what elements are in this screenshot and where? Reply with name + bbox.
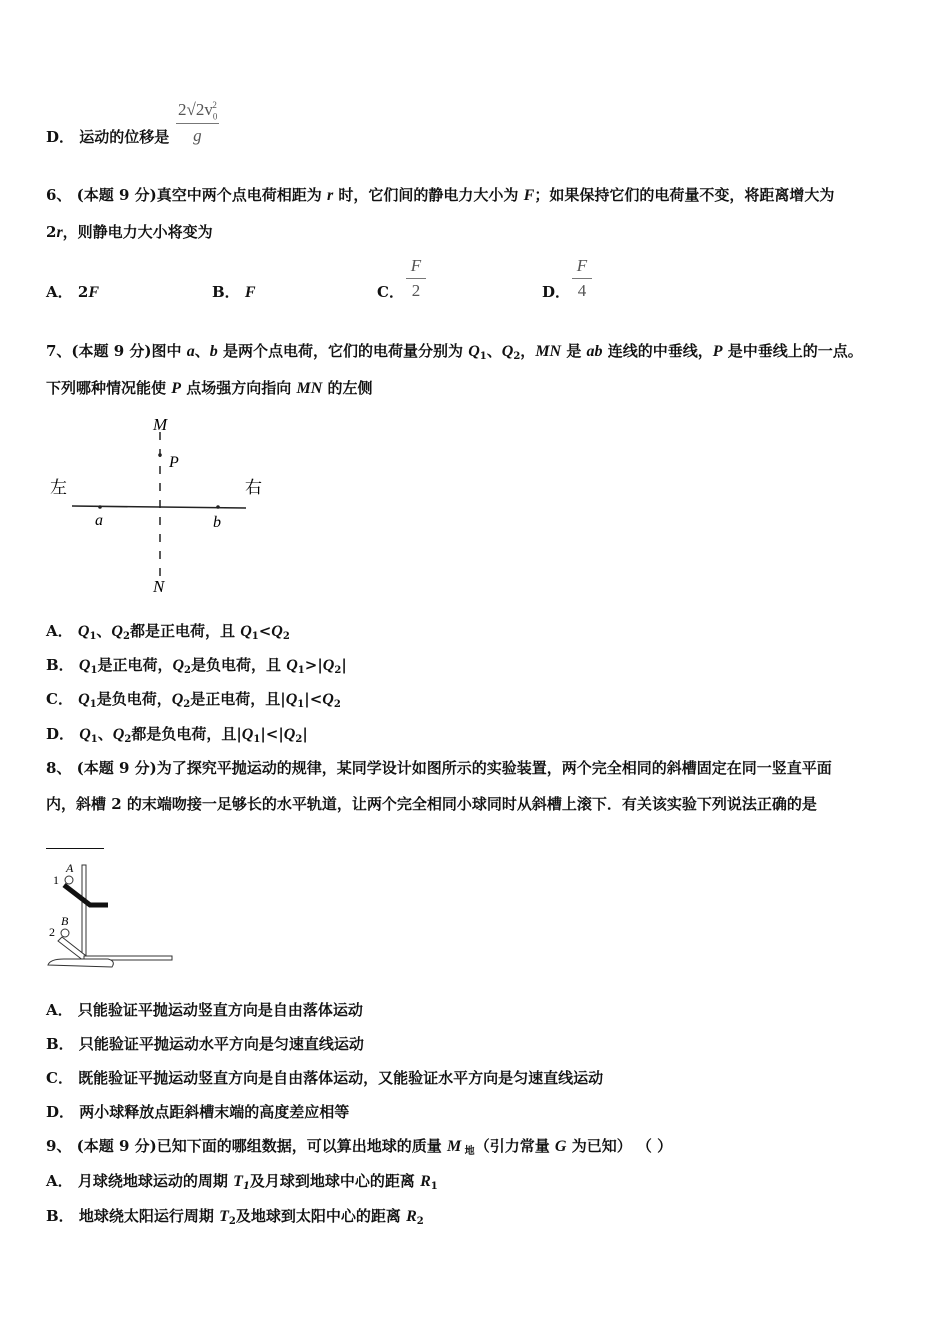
subscript: 1: [89, 631, 97, 642]
math-symbol: ab: [586, 343, 603, 360]
text-segment: B．: [212, 283, 245, 301]
q8-option-b: [46, 1034, 364, 1054]
q6-option-d-label: D．: [542, 283, 571, 301]
q7-option-c: [46, 689, 341, 715]
text-segment: C．: [46, 690, 79, 708]
subscript: 2: [183, 699, 191, 710]
label-2: 2: [49, 925, 55, 939]
text-segment: 、: [97, 725, 113, 743]
text-segment: 都是负电荷，且|: [131, 725, 242, 743]
q6-option-a: [46, 282, 99, 303]
text-segment: ；如果保持它们的电荷量不变，将距离增大为: [534, 186, 835, 204]
q8-option-c: [46, 1068, 603, 1088]
math-symbol: Q: [283, 726, 296, 743]
text-segment: D． 两小球释放点距斜槽末端的高度差应相等: [46, 1103, 350, 1121]
subscript: 2: [228, 1216, 236, 1227]
formula-sup: 2: [212, 100, 217, 111]
text-segment: |: [341, 656, 347, 674]
text-segment: 6、 (本题 9 分)真空中两个点电荷相距为: [46, 186, 327, 204]
q6-option-c-fraction: [406, 256, 426, 301]
math-symbol: T: [233, 1173, 243, 1190]
text-segment: 、: [194, 342, 210, 360]
math-symbol: Q: [172, 657, 185, 674]
text-segment: 是正电荷，且|: [190, 690, 286, 708]
subscript: 地: [461, 1146, 475, 1157]
q9-option-a: [46, 1171, 438, 1197]
text-segment: 及地球到太阳中心的距离: [235, 1207, 407, 1225]
math-symbol: P: [712, 343, 723, 360]
math-symbol: Q: [79, 726, 91, 743]
math-symbol: Q: [285, 691, 298, 708]
text-segment: 时，它们间的静电力大小为: [333, 186, 524, 204]
subscript: 1: [251, 631, 259, 642]
q9-option-b: [46, 1206, 424, 1232]
text-segment: （引力常量: [474, 1137, 555, 1155]
subscript: 2: [334, 665, 342, 676]
subscript: 2: [295, 734, 303, 745]
label-a: A: [66, 861, 74, 875]
text-segment: 是中垂线上的一点。: [722, 342, 863, 360]
text-segment: A． 2: [46, 283, 89, 301]
subscript: 1: [89, 699, 97, 710]
subscript: 1: [430, 1181, 438, 1192]
math-symbol: Q: [271, 623, 283, 640]
subscript: 1: [90, 665, 98, 676]
math-symbol: F: [523, 187, 535, 204]
text-segment: 及月球到地球中心的距离: [249, 1172, 421, 1190]
math-symbol: G: [554, 1138, 567, 1155]
label-b: b: [213, 514, 221, 531]
math-symbol: Q: [240, 623, 252, 640]
fraction-denominator: 4: [577, 281, 587, 300]
label-p: P: [169, 454, 179, 471]
label-m: M: [153, 415, 168, 434]
q6-option-d-fraction: [572, 256, 592, 301]
q7-option-d: [46, 724, 308, 750]
text-segment: |<: [304, 690, 323, 708]
math-symbol: F: [88, 284, 99, 301]
text-segment: B．: [46, 656, 79, 674]
text-segment: 连线的中垂线，: [602, 342, 713, 360]
math-symbol: Q: [241, 726, 254, 743]
q7-option-a: [46, 621, 290, 647]
text-segment: A． 月球绕地球运动的周期: [46, 1172, 234, 1190]
text-segment: 、: [486, 342, 502, 360]
q7-stem-line1: [46, 341, 863, 367]
math-symbol: Q: [501, 343, 514, 360]
q7-charge-diagram: [40, 400, 280, 600]
math-symbol: F: [244, 284, 256, 301]
q8-option-d: [46, 1102, 349, 1122]
math-symbol: Q: [322, 657, 335, 674]
subscript: 1: [297, 665, 305, 676]
text-segment: 为已知） （ ）: [566, 1137, 673, 1155]
text-segment: 的左侧: [322, 379, 373, 397]
math-symbol: MN: [535, 343, 562, 360]
text-segment: 是负电荷，且: [190, 656, 287, 674]
math-symbol: Q: [111, 623, 123, 640]
math-symbol: b: [209, 343, 218, 360]
subscript: 2: [513, 351, 521, 362]
subscript: 2: [122, 631, 130, 642]
text-segment: A．: [46, 622, 78, 640]
text-segment: 点场强方向指向: [181, 379, 297, 397]
text-segment: 是两个点电荷，它们的电荷量分别为: [217, 342, 469, 360]
q5-option-d: [46, 127, 169, 147]
answer-blank: [46, 848, 104, 849]
text-segment: B． 地球绕太阳运行周期: [46, 1207, 220, 1225]
label-n: N: [153, 577, 165, 596]
math-symbol: a: [186, 343, 195, 360]
text-segment: C． 既能验证平抛运动竖直方向是自由落体运动，又能验证水平方向是匀速直线运动: [46, 1069, 604, 1087]
text-segment: ，则静电力大小将变为: [62, 223, 213, 241]
formula-denominator: g: [193, 126, 202, 146]
label-left: 左: [50, 478, 67, 497]
subscript: 1: [297, 699, 305, 710]
q6-stem-line1: [46, 185, 834, 206]
fraction-numerator: F: [410, 256, 422, 275]
text-segment: 、: [96, 622, 112, 640]
math-symbol: Q: [171, 691, 184, 708]
math-symbol: R: [406, 1208, 417, 1225]
math-symbol: Q: [112, 726, 125, 743]
subscript: 1: [90, 734, 98, 745]
text-segment: 8、 (本题 9 分)为了探究平抛运动的规律，某同学设计如图所示的实验装置，两个完全相同的斜槽固定在同一竖直平面: [46, 759, 832, 777]
text-segment: |: [302, 725, 308, 743]
q8-stem-line2: [46, 794, 817, 814]
text-segment: >|: [304, 656, 323, 674]
fraction-denominator: 2: [411, 281, 421, 300]
text-segment: 内，斜槽 2 的末端吻接一足够长的水平轨道，让两个完全相同小球同时从斜槽上滚下．有关该实验下列说法正确的是: [46, 795, 817, 813]
text-segment: |<|: [260, 725, 284, 743]
subscript: 2: [333, 699, 341, 710]
text-segment: 9、 (本题 9 分)已知下面的哪组数据，可以算出地球的质量: [46, 1137, 447, 1155]
text-segment: 下列哪种情况能使: [46, 379, 172, 397]
label-a: a: [95, 512, 103, 529]
text-segment: 都是正电荷，且: [129, 622, 241, 640]
text-segment: 2: [46, 223, 57, 241]
fraction-numerator: F: [576, 256, 588, 275]
math-symbol: Q: [468, 343, 480, 360]
subscript: 2: [282, 631, 290, 642]
q7-option-b: [46, 655, 347, 681]
q5-displacement-formula: [176, 100, 219, 146]
label-b: B: [61, 914, 69, 928]
text-segment: 7、(本题 9 分)图中: [46, 342, 187, 360]
math-symbol: M: [446, 1138, 462, 1155]
math-symbol: MN: [296, 380, 323, 397]
text-segment: ，: [520, 342, 536, 360]
text-segment: A． 只能验证平抛运动竖直方向是自由落体运动: [46, 1001, 363, 1019]
label-1: 1: [53, 873, 59, 887]
subscript: 2: [416, 1216, 424, 1227]
q8-stem-line1: [46, 758, 832, 778]
q6-stem-line2: [46, 222, 213, 243]
q8-option-a: [46, 1000, 363, 1020]
math-symbol: Q: [286, 657, 298, 674]
text-segment: 是正电荷，: [97, 656, 173, 674]
q9-stem: [46, 1136, 672, 1162]
text-segment: D．: [46, 725, 80, 743]
q6-option-c-label: C．: [377, 283, 404, 301]
text-segment: <: [258, 622, 272, 640]
label-right: 右: [245, 478, 262, 497]
q7-stem-line2: [46, 378, 372, 399]
math-symbol: Q: [78, 657, 91, 674]
math-symbol: R: [420, 1173, 431, 1190]
subscript: 1: [253, 734, 261, 745]
math-symbol: Q: [78, 691, 90, 708]
math-symbol: Q: [322, 691, 334, 708]
subscript: 2: [184, 665, 191, 676]
text-segment: D． 运动的位移是: [46, 128, 170, 146]
math-symbol: r: [326, 187, 334, 204]
text-segment: B． 只能验证平抛运动水平方向是匀速直线运动: [46, 1035, 364, 1053]
math-symbol: T: [219, 1208, 229, 1225]
subscript: 1: [479, 351, 487, 362]
math-symbol: P: [171, 380, 182, 397]
text-segment: 是负电荷，: [96, 690, 172, 708]
formula-numerator: 2√2v: [178, 100, 213, 119]
text-segment: 是: [561, 342, 587, 360]
formula-sub: 0: [212, 111, 218, 122]
q6-option-b: [212, 282, 256, 303]
math-symbol: Q: [77, 623, 90, 640]
subscript: 1: [242, 1181, 250, 1192]
q8-apparatus-diagram: [40, 855, 190, 970]
math-symbol: r: [56, 224, 63, 241]
subscript: 2: [124, 734, 132, 745]
